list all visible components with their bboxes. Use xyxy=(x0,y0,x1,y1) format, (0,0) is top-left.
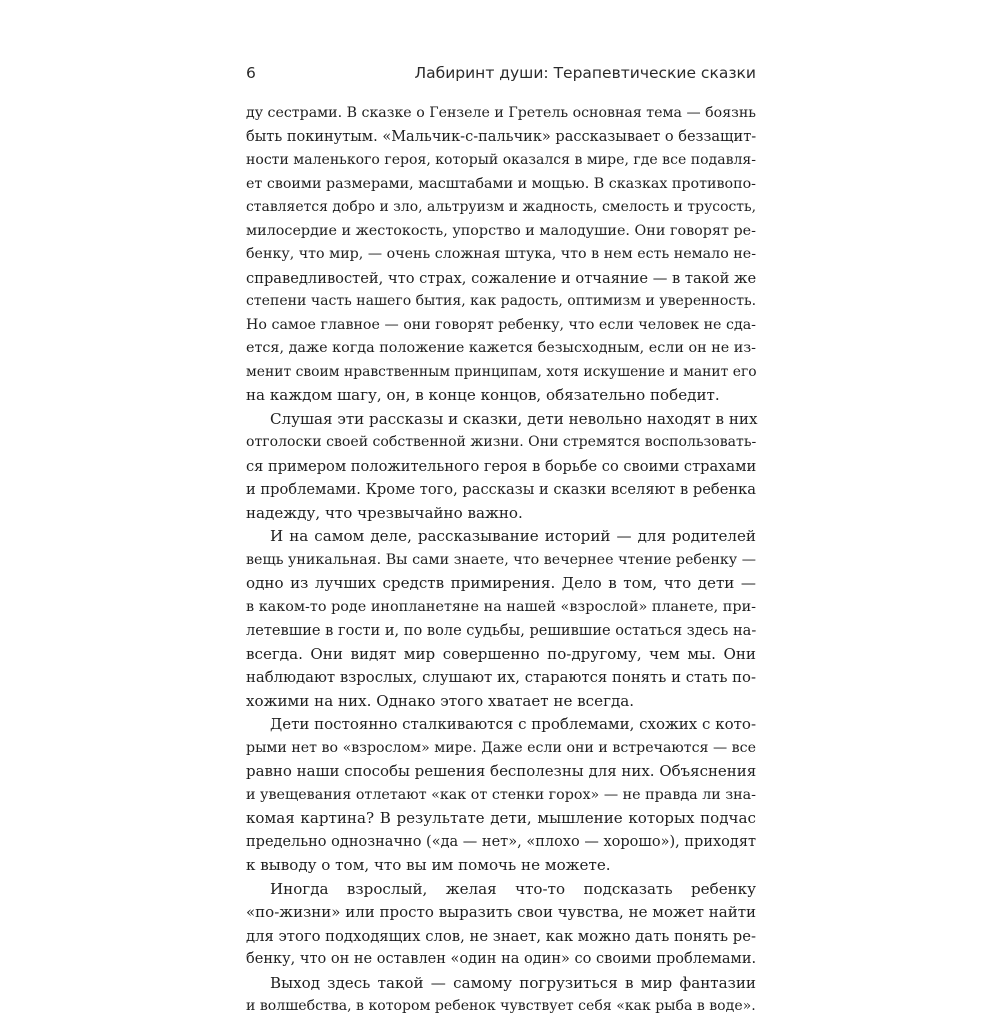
text-line: рыми нет во «взрослом» мире. Даже если они и встречаются — все xyxy=(246,739,756,756)
paragraph-6 xyxy=(246,972,756,1019)
text-line: И на самом деле, рассказывание историй — для родителей xyxy=(270,527,756,545)
text-line: предельно однозначно («да — нет», «плохо — хорошо»), приходят xyxy=(246,833,756,850)
text-line: ду сестрами. В сказке о Гензеле и Гретель основная тема — боязнь xyxy=(246,105,756,121)
running-head xyxy=(246,64,756,86)
text-line: в каком-то роде инопланетяне на нашей «взрослой» планете, при- xyxy=(246,598,756,615)
paragraph-3 xyxy=(246,525,756,713)
text-line: наблюдают взрослых, слушают их, стараются понять и стать по- xyxy=(246,669,756,686)
text-line: степени часть нашего бытия, как радость, оптимизм и уверенность. xyxy=(246,293,757,309)
text-line: летевшие в гости и, по воле судьбы, решившие остаться здесь на- xyxy=(246,622,757,639)
text-line: и увещевания отлетают «как от стенки горох» — не правда ли зна- xyxy=(246,786,756,803)
text-line: милосердие и жестокость, упорство и малодушие. Они говорят ре- xyxy=(246,222,756,239)
text-line: и проблемами. Кроме того, рассказы и сказки вселяют в ребенка xyxy=(246,481,756,498)
text-line: бенку, что мир, — очень сложная штука, что в нем есть немало не- xyxy=(246,246,756,262)
text-line: для этого подходящих слов, не знает, как можно дать понять ре- xyxy=(246,927,756,945)
text-line: ности маленького героя, который оказался в мире, где все подавля- xyxy=(246,152,757,168)
text-line: Но самое главное — они говорят ребенку, что если человек не сда- xyxy=(246,316,756,333)
text-line: всегда. Они видят мир совершенно по-другому, чем мы. Они xyxy=(246,644,756,663)
text-line: ся примером положительного героя в борьбе со своими страхами xyxy=(246,457,757,475)
text-line: быть покинутым. «Мальчик-с-пальчик» рассказывает о беззащит- xyxy=(246,128,757,145)
paragraph-2 xyxy=(246,408,756,526)
text-line: вещь уникальная. Вы сами знаете, что вечернее чтение ребенку — xyxy=(246,551,756,568)
text-line: ет своими размерами, масштабами и мощью. В сказках противопо- xyxy=(246,175,756,192)
text-line: Дети постоянно сталкиваются с проблемами, схожих с кото- xyxy=(270,715,757,733)
text-line: одно из лучших средств примирения. Дело в том, что дети — xyxy=(246,574,756,592)
paragraph-5 xyxy=(246,878,756,972)
page-number: 6 xyxy=(246,64,256,82)
text-line: Иногда взрослый, желая что-то подсказать ребенку xyxy=(270,879,756,898)
text-line: менит своим нравственным принципам, хотя искушение и манит его xyxy=(246,363,757,380)
text-line: на каждом шагу, он, в конце концов, обязательно победит. xyxy=(246,386,720,404)
text-line: ется, даже когда положение кажется безысходным, если он не из- xyxy=(246,340,756,356)
text-line: комая картина? В результате дети, мышление которых подчас xyxy=(246,809,756,827)
text-line: к выводу о том, что вы им помочь не можете. xyxy=(246,856,611,874)
text-line: хожими на них. Однако этого хватает не всегда. xyxy=(246,691,635,710)
text-line: «по-жизни» или просто выразить свои чувства, не может найти xyxy=(246,903,756,921)
text-line: равно наши способы решения бесполезны для них. Объяснения xyxy=(246,762,757,780)
text-line: Выход здесь такой — самому погрузиться в мир фантазии xyxy=(270,973,756,992)
paragraph-4 xyxy=(246,713,756,878)
text-line: надежду, что чрезвычайно важно. xyxy=(246,503,523,522)
running-title: Лабиринт души: Терапевтические сказки xyxy=(414,64,756,82)
text-line: отголоски своей собственной жизни. Они стремятся воспользовать- xyxy=(246,434,757,450)
paragraph-1 xyxy=(246,102,756,408)
text-line: и волшебства, в котором ребенок чувствует себя «как рыба в воде». xyxy=(246,998,756,1014)
text-line: справедливостей, что страх, сожаление и отчаяние — в такой же xyxy=(246,269,757,287)
text-line: ставляется добро и зло, альтруизм и жадность, смелость и трусость, xyxy=(246,199,756,215)
body-text xyxy=(246,102,756,1019)
text-line: Слушая эти рассказы и сказки, дети невольно находят в них xyxy=(270,409,758,428)
text-line: бенку, что он не оставлен «один на один» со своими проблемами. xyxy=(246,951,757,967)
